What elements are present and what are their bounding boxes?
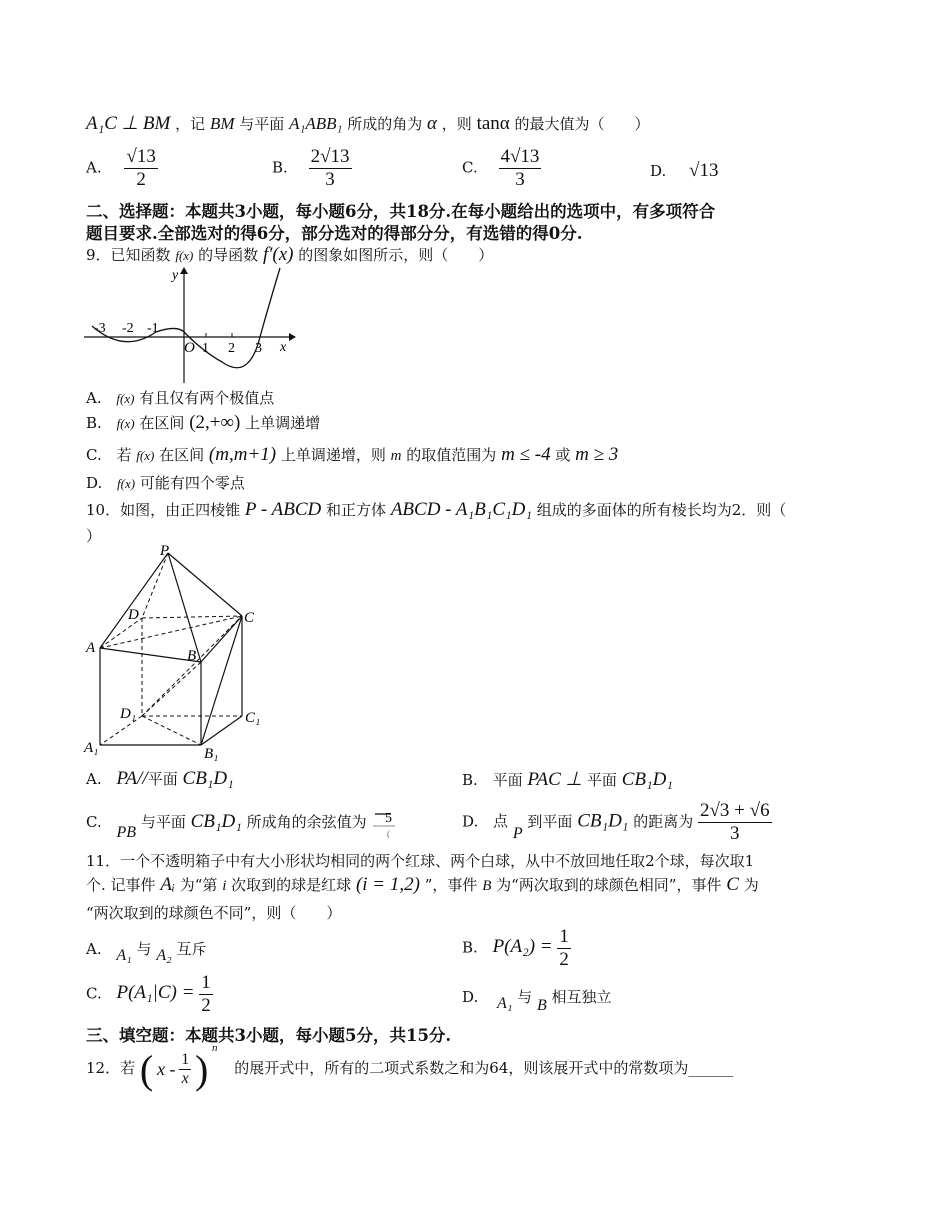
option-point: P xyxy=(512,825,523,843)
option-event: A₁ xyxy=(497,995,513,1012)
q11-option-c[interactable] xyxy=(86,972,213,1017)
q8-bm: BM xyxy=(209,114,235,133)
q10-option-c[interactable] xyxy=(86,808,397,841)
frac-num: 4√13 xyxy=(500,146,540,167)
option-text: 平面 xyxy=(147,770,178,788)
q10-cube: ABCD - A₁B₁C₁D₁ xyxy=(390,499,532,520)
fraction xyxy=(179,1051,191,1089)
graph-x-label: x xyxy=(280,340,287,355)
option-event: A₂ xyxy=(156,947,172,964)
option-text: 所成角的余弦值为 xyxy=(246,813,367,831)
q10-text: 10．如图，由正四棱锥 xyxy=(86,501,241,519)
q11-text: ”，事件 xyxy=(424,876,478,894)
option-label: A. xyxy=(86,158,102,177)
q11-stem-line2 xyxy=(86,874,759,896)
option-text: 互斥 xyxy=(176,940,207,958)
option-range: m ≤ -4 xyxy=(501,444,551,465)
graph-tick-label: 2 xyxy=(228,341,235,356)
q9-text: 的图象如图所示，则（ ） xyxy=(298,246,494,264)
q8-plane: A₁ABB₁ xyxy=(289,114,343,133)
q10-option-b[interactable] xyxy=(462,768,673,791)
frac-num: 2√13 xyxy=(310,146,350,167)
q9-text: 9．已知函数 xyxy=(86,246,171,264)
q11-option-b[interactable] xyxy=(462,926,571,971)
option-expr: P(A₂) = xyxy=(492,936,553,958)
option-label: D. xyxy=(650,162,667,180)
q8-condition: A₁C ⊥ BM xyxy=(86,113,171,134)
q8-text: 所成的角为 xyxy=(347,115,423,133)
q8-text: ，则 xyxy=(441,115,472,133)
q9-option-b[interactable] xyxy=(86,412,320,434)
frac-den: x xyxy=(181,1070,189,1088)
option-text: 有且仅有两个极值点 xyxy=(139,389,275,407)
q8-option-b[interactable] xyxy=(272,146,352,191)
q11-i: i xyxy=(222,878,227,894)
option-text: 或 xyxy=(555,446,571,464)
svg-text:(: ( xyxy=(387,829,391,838)
option-range: m ≥ 3 xyxy=(575,444,619,465)
q11-text: 为“两次取到的球颜色相同”，事件 xyxy=(496,876,722,894)
option-expr: PA// xyxy=(116,768,148,789)
q8-alpha: α xyxy=(427,113,437,134)
option-text: 与平面 xyxy=(140,813,186,831)
option-text: 平面 xyxy=(586,771,617,789)
graph-tick-label: -1 xyxy=(147,321,159,336)
option-expr: PB xyxy=(116,824,137,841)
q12-exponent: n xyxy=(212,1042,218,1054)
section2-heading: 二、选择题：本题共3小题，每小题6分，共18分.在每小题给出的选项中，有多项符合 xyxy=(86,202,716,221)
option-fx: f(x) xyxy=(116,416,135,431)
option-text: 在区间 xyxy=(139,414,185,432)
q8-text: ，记 xyxy=(175,115,206,133)
q11-option-d[interactable] xyxy=(462,986,612,1014)
fraction xyxy=(698,800,772,845)
fig-label-b: B xyxy=(187,648,197,664)
option-label: B. xyxy=(272,158,288,177)
q8-option-c[interactable] xyxy=(462,146,541,191)
graph-tick-label: 3 xyxy=(255,341,262,356)
q10-pyramid: P - ABCD xyxy=(244,499,322,520)
frac-den: 3 xyxy=(730,822,740,844)
q9-derivative-graph xyxy=(84,266,299,386)
option-label: C. xyxy=(462,158,478,177)
section2-heading-line2: 题目要求.全部选对的得6分，部分选对的得部分分，有选错的得0分. xyxy=(86,224,583,243)
q11-stem-line1: 11．一个不透明箱子中有大小形状均相同的两个红球、两个白球，从中不放回地任取2个球，每次取1 xyxy=(86,852,755,870)
option-m: m xyxy=(390,448,402,464)
q10-option-d[interactable] xyxy=(462,800,772,845)
q10-polyhedron-figure xyxy=(80,540,270,765)
option-label: A. xyxy=(86,770,102,788)
option-event: B xyxy=(536,997,547,1014)
q8-text: 的最大值为（ ） xyxy=(514,115,650,133)
option-plane: CB₁D₁ xyxy=(577,810,629,832)
option-label: B. xyxy=(86,414,102,432)
option-text: 上单调递增，则 xyxy=(280,446,386,464)
option-text: 的取值范围为 xyxy=(406,446,497,464)
frac-num: 2√3 + √6 xyxy=(700,800,770,821)
fig-label-a1: A₁ xyxy=(84,740,99,756)
option-text: 平面 xyxy=(492,771,523,789)
q10-text: 组成的多面体的所有棱长均为2．则（ xyxy=(536,501,787,519)
section3-heading: 三、填空题：本题共3小题，每小题5分，共15分. xyxy=(86,1026,452,1045)
fraction xyxy=(124,146,157,191)
fig-label-p: P xyxy=(160,543,170,559)
fig-label-c: C xyxy=(244,610,255,626)
frac-den: 2 xyxy=(559,948,569,970)
option-text: 相互独立 xyxy=(551,988,612,1006)
option-text: 与 xyxy=(517,988,533,1006)
q10-text: 和正方体 xyxy=(326,501,387,519)
q9-option-c[interactable] xyxy=(86,444,618,466)
option-label: D. xyxy=(86,474,103,492)
option-text: 点 xyxy=(493,812,509,831)
option-fx: f(x) xyxy=(116,391,135,406)
frac-den: 3 xyxy=(515,168,525,190)
option-label: C. xyxy=(86,446,102,464)
graph-y-label: y xyxy=(172,268,179,283)
option-text: 若 xyxy=(116,446,132,464)
fig-label-d1: D₁ xyxy=(120,706,137,722)
option-fx: f(x) xyxy=(136,448,155,463)
q12-text: 的展开式中，所有的二项式系数之和为64，则该展开式中的常数项为______ xyxy=(234,1059,734,1078)
option-label: D. xyxy=(462,988,479,1006)
graph-tick-label: -2 xyxy=(122,321,134,336)
fraction xyxy=(309,146,352,191)
frac-den: 2 xyxy=(201,994,211,1016)
fraction xyxy=(499,146,542,191)
right-paren: ) xyxy=(194,1047,209,1093)
frac-den: 2 xyxy=(136,168,146,190)
q9-option-d[interactable] xyxy=(86,472,245,493)
option-label: D. xyxy=(462,812,479,831)
option-fx: f(x) xyxy=(117,476,136,491)
q10-stem xyxy=(86,499,786,521)
option-label: C. xyxy=(86,813,102,831)
q11-text: 个. 记事件 xyxy=(86,876,156,894)
frac-num: 1 xyxy=(559,926,569,947)
option-text: 的距离为 xyxy=(633,812,694,831)
q8-tan: tanα xyxy=(476,113,510,134)
option-plane: CB₁D₁ xyxy=(190,811,242,832)
fig-label-b1: B₁ xyxy=(204,746,219,762)
option-expr: PAC ⊥ xyxy=(527,769,583,790)
option-interval: (2,+∞) xyxy=(189,412,241,433)
frac-num: 1 xyxy=(201,972,211,993)
q11-event-c: C xyxy=(726,874,739,895)
option-value: √13 xyxy=(689,160,719,181)
option-text: 到平面 xyxy=(527,812,573,831)
q8-text: 与平面 xyxy=(239,115,285,133)
frac-num: √13 xyxy=(126,146,156,167)
frac-num: 1 xyxy=(179,1051,191,1070)
fig-label-d: D xyxy=(128,607,139,623)
fraction xyxy=(557,926,571,971)
fig-label-a: A xyxy=(86,640,96,656)
q12-binomial xyxy=(140,1042,218,1093)
q11-text: 次取到的球是红球 xyxy=(231,876,352,894)
q8-option-d[interactable] xyxy=(650,160,718,182)
q11-event-a: Aᵢ xyxy=(160,874,175,895)
q12-text: 12．若 xyxy=(86,1059,136,1078)
q11-event-b: B xyxy=(482,878,492,894)
option-label: C. xyxy=(86,984,102,1003)
q11-text: 为“第 xyxy=(179,876,218,894)
q12-stem xyxy=(86,1042,733,1093)
q9-stem xyxy=(86,244,493,266)
option-expr: P(A₁|C) = xyxy=(116,982,195,1004)
q11-stem-line3: “两次取到的球颜色不同”，则（ ） xyxy=(86,904,342,922)
q10-stem-end: ） xyxy=(86,527,102,545)
option-label: A. xyxy=(86,940,102,958)
option-label: A. xyxy=(86,389,102,407)
option-event: A₁ xyxy=(116,947,132,964)
fraction xyxy=(199,972,213,1017)
q12-x: x - xyxy=(156,1059,176,1080)
graph-tick-label: -3 xyxy=(94,321,106,336)
option-text: 可能有四个零点 xyxy=(139,474,245,492)
q11-cond: (i = 1,2) xyxy=(355,874,420,895)
frac-den: 3 xyxy=(325,168,335,190)
option-plane: CB₁D₁ xyxy=(621,769,673,790)
svg-text:5: 5 xyxy=(385,811,393,826)
left-paren: ( xyxy=(139,1047,154,1093)
fig-label-c1: C₁ xyxy=(245,710,261,726)
q8-stem xyxy=(86,112,650,135)
q9-text: 的导函数 xyxy=(198,246,259,264)
q9-fx: f(x) xyxy=(175,248,194,263)
graph-tick-label: 1 xyxy=(202,341,209,356)
q10-option-a[interactable] xyxy=(86,768,234,790)
option-text: 与 xyxy=(136,940,152,958)
q9-option-a[interactable] xyxy=(86,387,274,408)
q8-option-a[interactable] xyxy=(86,146,158,191)
graph-origin-label: O xyxy=(184,340,195,356)
option-plane: CB₁D₁ xyxy=(182,768,234,789)
q9-fpx: f′(x) xyxy=(262,244,294,265)
option-text: 上单调递增 xyxy=(245,414,321,432)
option-label: B. xyxy=(462,938,478,957)
garbled-fraction xyxy=(371,808,397,838)
q11-option-a[interactable] xyxy=(86,938,207,964)
option-text: 在区间 xyxy=(159,446,205,464)
q11-text: 为 xyxy=(743,876,759,894)
option-interval: (m,m+1) xyxy=(208,444,277,465)
option-label: B. xyxy=(462,771,478,789)
